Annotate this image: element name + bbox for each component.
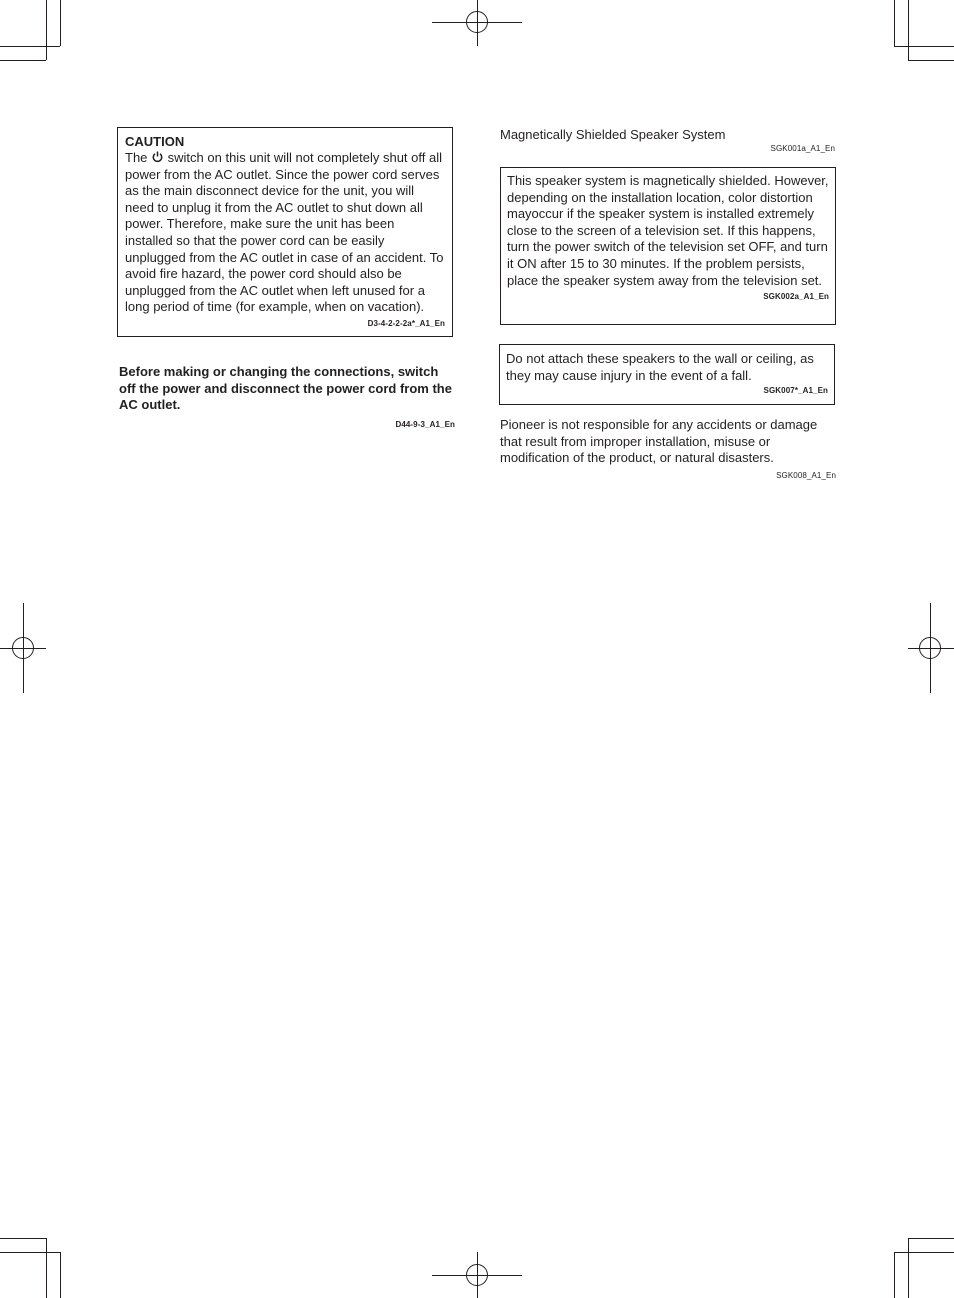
caution-text: The switch on this unit will not completely shut off all power from the AC outlet. Since the power cord serves as the main disconnect device for the unit, you will need to unplug it from the AC outlet to shut down all power. Therefore, make sure the unit has been installed so that the power cord can be easily unplugged from the AC outlet in case of an accident. To avoid fire hazard, the power cord should also be unplugged from the AC outlet when left unused for a long period of time (for example, when on vacation).	[125, 150, 444, 315]
registration-target-icon	[919, 637, 941, 659]
connection-warning	[119, 364, 455, 429]
mounting-warning-code: SGK007*_A1_En	[763, 386, 828, 396]
mounting-warning-text: Do not attach these speakers to the wall or ceiling, as they may cause injury in the event of a fall.	[506, 351, 814, 383]
magnetic-shield-text: This speaker system is magnetically shielded. However, depending on the installation location, color distortion mayoccur if the speaker system is installed extremely close to the screen of a television set. If this happens, turn the power switch of the television set OFF, and turn it ON after 15 to 30 minutes. If the problem persists, place the speaker system away from the television set.	[507, 173, 829, 288]
mounting-warning-box	[499, 344, 835, 405]
disclaimer	[500, 417, 836, 480]
disclaimer-code: SGK008_A1_En	[776, 470, 836, 480]
caution-code: D3-4-2-2-2a*_A1_En	[367, 318, 445, 328]
magnetic-shield-box	[500, 167, 836, 325]
registration-target-icon	[466, 11, 488, 33]
registration-target-icon	[466, 1264, 488, 1286]
registration-target-icon	[12, 637, 34, 659]
caution-box	[117, 127, 453, 337]
power-standby-icon	[152, 151, 163, 163]
connection-warning-code: D44-9-3_A1_En	[395, 419, 455, 429]
connection-warning-text: Before making or changing the connections, switch off the power and disconnect the power cord from the AC outlet.	[119, 364, 452, 413]
magnetic-shield-code: SGK001a_A1_En	[770, 144, 835, 153]
disclaimer-text: Pioneer is not responsible for any accidents or damage that result from improper installation, misuse or modification of the product, or natural disasters.	[500, 417, 818, 466]
magnetic-shield-title: Magnetically Shielded Speaker System	[500, 127, 726, 142]
magnetic-shield-box-code: SGK002a_A1_En	[763, 292, 829, 302]
caution-title: CAUTION	[125, 134, 185, 149]
